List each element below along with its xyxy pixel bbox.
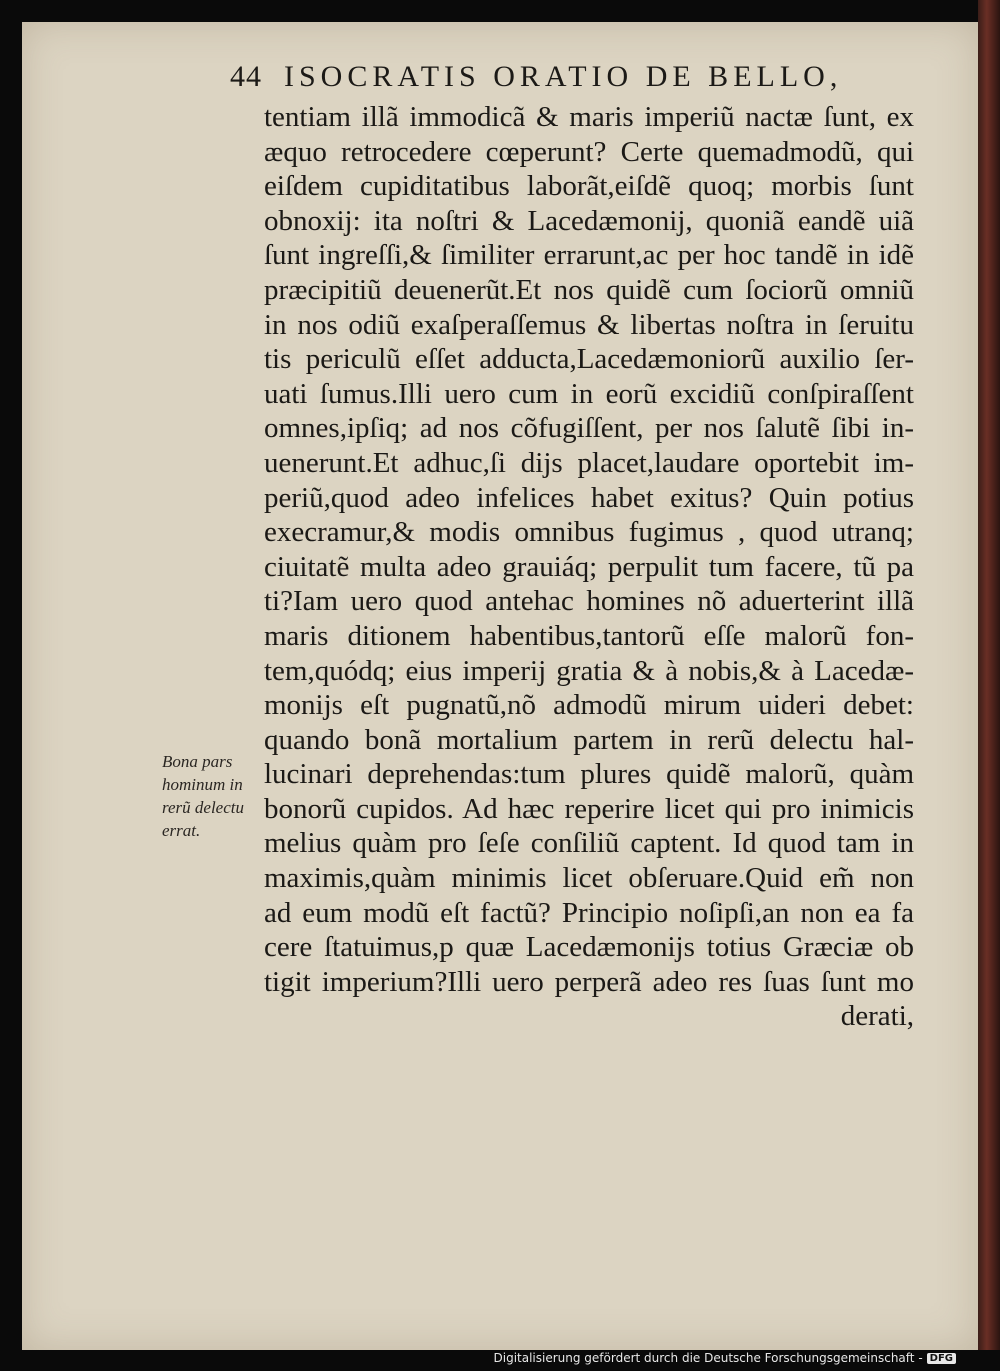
marginal-note-line: rerũ delectu [162,798,244,817]
text-line: melius quàm pro ſeſe conſiliũ captent. Id quod tam in [264,827,914,860]
text-line: præcipitiũ deuenerũt.Et nos quidẽ cum ſociorũ omniũ [264,273,914,306]
text-line: execramur,& modis omnibus fugimus , quod utranq; [264,516,914,549]
text-line: in nos odiũ exaſperaſſemus & libertas noſtra in ſeruitu [264,308,914,341]
text-line: maris ditionem habentibus,tantorũ eſſe malorũ fon- [264,619,914,652]
text-line: ciuitatẽ multa adeo grauiáq; perpulit tum facere, tũ pa [264,550,914,583]
text-line: tem,quódq; eius imperij gratia & à nobis,& à Lacedæ- [264,654,914,687]
text-line: maximis,quàm minimis licet obſeruare.Quid em̃ non [264,862,914,895]
marginal-note-line: errat. [162,821,201,840]
text-line: ſunt ingreſſi,& ſimiliter errarunt,ac per hoc tandẽ in idẽ [264,239,914,272]
marginal-note [162,750,272,842]
text-line-catchword: derati, [840,1000,914,1033]
main-text [264,100,914,1034]
page-number: 44 [230,60,262,93]
text-line: lucinari deprehendas:tum plures quidẽ malorũ, quàm [264,758,914,791]
text-line: tigit imperium?Illi uero perperã adeo res ſuas ſunt mo [264,965,914,998]
text-line: periũ,quod adeo infelices habet exitus? Quin potius [264,481,914,514]
text-line: æquo retrocedere cœperunt? Certe quemadmodũ, qui [264,135,914,168]
running-header [230,60,910,94]
running-title: ISOCRATIS ORATIO DE BELLO, [284,60,843,93]
text-line: tentiam illã immodicã & maris imperiũ nactæ ſunt, ex [264,101,914,133]
text-line: quando bonã mortalium partem in rerũ delectu hal- [264,723,914,756]
text-line: uenerunt.Et adhuc,ſi dijs placet,laudare oportebit im- [264,446,914,479]
text-line: uati ſumus.Illi uero cum in eorũ excidiũ conſpiraſſent [264,377,914,410]
text-line: omnes,ipſiq; ad nos cõfugiſſent, per nos ſalutẽ ſibi in- [264,412,914,445]
text-line: eiſdem cupiditatibus laborãt,eiſdẽ quoq; morbis ſunt [264,170,914,203]
dfg-logo: DFG [927,1353,956,1364]
text-line: tis periculũ eſſet adducta,Lacedæmoniorũ auxilio ſer- [264,343,914,376]
book-edge [978,0,1000,1350]
text-line: monijs eſt pugnatũ,nõ admodũ mirum uideri debet: [264,689,914,722]
text-line: ad eum modũ eſt factũ? Principio noſipſi,an non ea fa [264,896,914,929]
text-line: cere ſtatuimus,p quæ Lacedæmonijs totius Græciæ ob [264,931,914,964]
marginal-note-line: hominum in [162,775,243,794]
credit-text: Digitalisierung gefördert durch die Deutsche Forschungsgemeinschaft - [493,1351,923,1365]
text-line: obnoxij: ita noſtri & Lacedæmonij, quoniã eandẽ uiã [264,204,914,237]
text-line: ti?Iam uero quod antehac homines nõ aduerterint illã [264,585,914,618]
marginal-note-line: Bona pars [162,752,233,771]
digitization-credit [494,1351,957,1365]
text-line: bonorũ cupidos. Ad hæc reperire licet qui pro inimicis [264,792,914,825]
